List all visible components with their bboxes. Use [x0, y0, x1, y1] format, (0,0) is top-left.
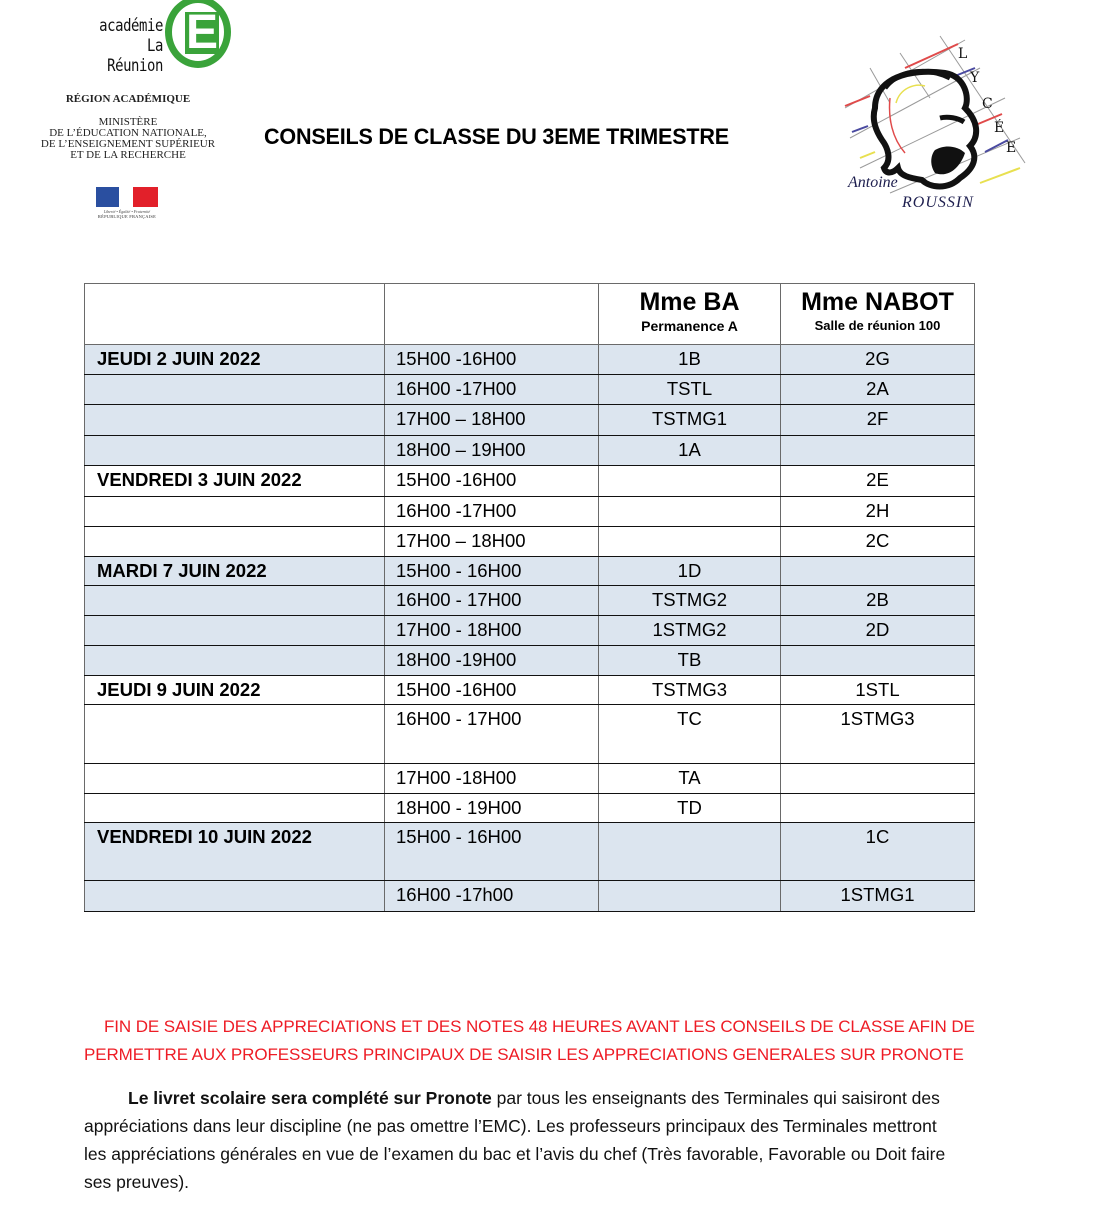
- ba-class-cell: [599, 646, 781, 676]
- nabot-class-cell: [781, 823, 975, 881]
- table-row: [85, 646, 975, 676]
- ba-class-cell: [599, 466, 781, 497]
- ba-class-cell: [599, 405, 781, 436]
- academie-line2: La Réunion: [107, 36, 163, 76]
- nabot-class-cell: [781, 646, 975, 676]
- day-cell: [85, 705, 385, 764]
- header-time-cell: [385, 284, 599, 345]
- day-cell-text: [85, 586, 384, 587]
- ba-class-cell-text: TSTMG1: [651, 408, 728, 429]
- notice-line2: PERMETTRE AUX PROFESSEURS PRINCIPAUX DE SAISIR LES APPRECIATIONS GENERALES SUR PRONOTE: [84, 1045, 964, 1064]
- paragraph-line2: appréciations dans leur discipline (ne pas omettre l’EMC). Les professeurs principaux des Terminales mettront: [84, 1116, 937, 1136]
- ba-class-cell: [599, 705, 781, 764]
- time-cell-text: 15H00 - 16H00: [396, 560, 522, 581]
- day-cell-text: [85, 527, 384, 528]
- ba-class-cell-text: [599, 466, 780, 467]
- nabot-class-cell: [781, 616, 975, 646]
- day-cell: [85, 646, 385, 676]
- time-cell-text: 16H00 -17H00: [396, 378, 517, 399]
- time-cell: [385, 527, 599, 557]
- table-row: [85, 823, 975, 881]
- time-cell-text: 15H00 -16H00: [396, 348, 517, 369]
- time-cell: [385, 436, 599, 466]
- lycee-letter: É: [994, 120, 1005, 136]
- ba-class-cell-text: TSTMG2: [651, 589, 728, 610]
- day-cell-text: [85, 375, 384, 376]
- livret-paragraph: [84, 1084, 1059, 1196]
- header-teacher-ba: [599, 284, 781, 345]
- nabot-class-cell: [781, 527, 975, 557]
- time-cell: [385, 345, 599, 375]
- day-cell-text: [85, 646, 384, 647]
- time-cell-text: 17H00 – 18H00: [396, 408, 526, 429]
- paragraph-line4: ses preuves).: [84, 1172, 190, 1192]
- day-cell: [85, 881, 385, 912]
- ba-class-cell: [599, 823, 781, 881]
- nabot-class-cell: [781, 881, 975, 912]
- ba-class-cell-text: [599, 823, 780, 824]
- ba-class-cell: [599, 527, 781, 557]
- day-cell-text: [85, 705, 384, 706]
- ba-class-cell: [599, 676, 781, 705]
- time-cell: [385, 705, 599, 764]
- ba-class-cell-text: [599, 527, 780, 528]
- academie-line1: académie: [99, 16, 163, 36]
- ba-class-cell-text: 1B: [678, 348, 701, 369]
- table-row: [85, 345, 975, 375]
- deadline-notice: [84, 1013, 1014, 1069]
- nabot-class-cell: [781, 375, 975, 405]
- time-cell: [385, 646, 599, 676]
- republique-francaise-logo: [96, 187, 158, 219]
- time-cell: [385, 497, 599, 527]
- day-cell: [85, 497, 385, 527]
- lycee-letter: C: [982, 96, 993, 112]
- day-cell-text: [85, 794, 384, 795]
- ba-class-cell: [599, 557, 781, 586]
- nabot-class-cell-text: 1STMG3: [840, 708, 915, 729]
- time-cell-text: 16H00 -17h00: [396, 884, 514, 905]
- time-cell: [385, 764, 599, 794]
- time-cell-text: 16H00 - 17H00: [396, 589, 522, 610]
- ba-class-cell-text: TSTMG3: [651, 679, 728, 700]
- nabot-class-cell-text: 2F: [866, 408, 889, 429]
- notice-line1: FIN DE SAISIE DES APPRECIATIONS ET DES NOTES 48 HEURES AVANT LES CONSEILS DE CLASSE AFIN DE: [104, 1017, 975, 1036]
- teacher-name: Mme NABOT: [801, 288, 954, 316]
- table-header-row: [85, 284, 975, 345]
- paragraph-line1-rest: par tous les enseignants des Terminales qui saisiront des: [491, 1088, 940, 1108]
- nabot-class-cell-text: 2G: [865, 348, 890, 369]
- academie-reunion-logo: [70, 0, 235, 90]
- nabot-class-cell-text: [781, 764, 974, 765]
- nabot-class-cell-text: 1STMG1: [840, 884, 915, 905]
- day-cell: [85, 794, 385, 823]
- day-cell-text: [85, 436, 384, 437]
- ba-class-cell-text: TB: [677, 649, 702, 670]
- nabot-class-cell: [781, 466, 975, 497]
- table-row: [85, 527, 975, 557]
- time-cell-text: 18H00 – 19H00: [396, 439, 526, 460]
- ba-class-cell-text: TSTL: [666, 378, 713, 399]
- devise: Liberté • Égalité • Fraternité: [103, 209, 151, 214]
- ba-class-cell: [599, 616, 781, 646]
- day-cell-text: JEUDI 9 JUIN 2022: [97, 679, 261, 700]
- table-row: [85, 497, 975, 527]
- day-cell-text: VENDREDI 10 JUIN 2022: [97, 826, 312, 847]
- ministere-line: MINISTÈRE: [98, 116, 158, 128]
- nabot-class-cell: [781, 497, 975, 527]
- ba-class-cell-text: TD: [677, 797, 702, 818]
- ba-class-cell-text: 1A: [678, 439, 701, 460]
- time-cell: [385, 586, 599, 616]
- nabot-class-cell-text: [781, 646, 974, 647]
- nabot-class-cell: [781, 557, 975, 586]
- table-row: [85, 794, 975, 823]
- time-cell: [385, 676, 599, 705]
- day-cell-text: [85, 881, 384, 882]
- nabot-class-cell-text: [781, 557, 974, 558]
- table-row: [85, 466, 975, 497]
- ba-class-cell: [599, 794, 781, 823]
- ministere-block: [0, 117, 256, 161]
- lycee-antoine-roussin-logo: [830, 28, 1030, 218]
- nabot-class-cell-text: 2D: [865, 619, 890, 640]
- ba-class-cell: [599, 497, 781, 527]
- ba-class-cell: [599, 436, 781, 466]
- ba-class-cell-text: TA: [678, 767, 701, 788]
- ba-class-cell: [599, 764, 781, 794]
- time-cell-text: 16H00 - 17H00: [396, 708, 522, 729]
- lycee-letter: E: [1006, 140, 1017, 156]
- nabot-class-cell-text: 2H: [865, 500, 890, 521]
- nabot-class-cell: [781, 436, 975, 466]
- day-cell-text: MARDI 7 JUIN 2022: [97, 560, 267, 581]
- day-cell: [85, 436, 385, 466]
- teacher-room: Permanence A: [641, 318, 738, 334]
- time-cell-text: 17H00 – 18H00: [396, 530, 526, 551]
- ba-class-cell: [599, 345, 781, 375]
- header-teacher-nabot: [781, 284, 975, 345]
- day-cell: [85, 405, 385, 436]
- day-cell: [85, 823, 385, 881]
- time-cell-text: 15H00 -16H00: [396, 679, 517, 700]
- table-row: [85, 436, 975, 466]
- day-cell: [85, 764, 385, 794]
- day-cell-text: [85, 616, 384, 617]
- time-cell: [385, 466, 599, 497]
- ba-class-cell: [599, 586, 781, 616]
- republique-label: RÉPUBLIQUE FRANÇAISE: [97, 214, 157, 219]
- french-flag-icon: [96, 187, 158, 207]
- nabot-class-cell: [781, 345, 975, 375]
- nabot-class-cell: [781, 405, 975, 436]
- lycee-letter: L: [958, 46, 968, 62]
- time-cell: [385, 823, 599, 881]
- header-day-cell: [85, 284, 385, 345]
- time-cell-text: 15H00 -16H00: [396, 469, 517, 490]
- day-cell-text: [85, 497, 384, 498]
- lycee-letter: Y: [970, 70, 980, 86]
- nabot-class-cell-text: 2A: [866, 378, 889, 399]
- ministere-line: DE L’ÉDUCATION NATIONALE,: [49, 127, 207, 139]
- time-cell-text: 15H00 - 16H00: [396, 826, 522, 847]
- time-cell: [385, 794, 599, 823]
- table-row: [85, 764, 975, 794]
- day-cell: [85, 676, 385, 705]
- lycee-name-first: Antoine: [848, 174, 898, 191]
- nabot-class-cell: [781, 764, 975, 794]
- time-cell-text: 17H00 -18H00: [396, 767, 517, 788]
- table-row: [85, 881, 975, 912]
- notice-line: [84, 1013, 1014, 1041]
- day-cell: [85, 345, 385, 375]
- time-cell: [385, 616, 599, 646]
- ba-class-cell-text: 1STMG2: [652, 619, 727, 640]
- day-cell: [85, 557, 385, 586]
- day-cell-text: VENDREDI 3 JUIN 2022: [97, 469, 302, 490]
- ba-class-cell-text: 1D: [677, 560, 702, 581]
- teacher-name: Mme BA: [639, 288, 740, 316]
- nabot-class-cell: [781, 586, 975, 616]
- ba-class-cell-text: [599, 497, 780, 498]
- table-row: [85, 616, 975, 646]
- table-row: [85, 705, 975, 764]
- teacher-room: Salle de réunion 100: [814, 318, 941, 333]
- nabot-class-cell: [781, 676, 975, 705]
- table-row: [85, 405, 975, 436]
- time-cell: [385, 557, 599, 586]
- paragraph-line3: les appréciations générales en vue de l’examen du bac et l’avis du chef (Très favorable, Favorable ou Doit faire: [84, 1144, 946, 1164]
- nabot-class-cell: [781, 794, 975, 823]
- lycee-name-last: ROUSSIN: [902, 194, 974, 211]
- ba-class-cell-text: TC: [677, 708, 702, 729]
- time-cell-text: 18H00 - 19H00: [396, 797, 522, 818]
- time-cell-text: 17H00 - 18H00: [396, 619, 522, 640]
- day-cell: [85, 616, 385, 646]
- nabot-class-cell-text: 1STL: [855, 679, 900, 700]
- paragraph-bold-lead: Le livret scolaire sera complété sur Pronote: [128, 1088, 492, 1108]
- ba-class-cell: [599, 375, 781, 405]
- day-cell: [85, 375, 385, 405]
- time-cell-text: 16H00 -17H00: [396, 500, 517, 521]
- table-row: [85, 557, 975, 586]
- time-cell: [385, 881, 599, 912]
- day-cell: [85, 466, 385, 497]
- time-cell-text: 18H00 -19H00: [396, 649, 517, 670]
- table-row: [85, 586, 975, 616]
- day-cell-text: [85, 405, 384, 406]
- region-academique: RÉGION ACADÉMIQUE: [65, 93, 191, 105]
- day-cell-text: [85, 764, 384, 765]
- nabot-class-cell: [781, 705, 975, 764]
- time-cell: [385, 375, 599, 405]
- table-row: [85, 375, 975, 405]
- nabot-class-cell-text: 2C: [865, 530, 890, 551]
- ba-class-cell: [599, 881, 781, 912]
- ministere-line: DE L’ENSEIGNEMENT SUPÉRIEUR: [40, 138, 216, 150]
- time-cell: [385, 405, 599, 436]
- academie-wordmark: [87, 16, 163, 76]
- page-title: CONSEILS DE CLASSE DU 3EME TRIMESTRE: [264, 124, 729, 149]
- day-cell: [85, 527, 385, 557]
- nabot-class-cell-text: 2B: [866, 589, 889, 610]
- academie-e-mark: E: [185, 6, 218, 59]
- ministere-line: ET DE LA RECHERCHE: [70, 149, 186, 161]
- day-cell-text: JEUDI 2 JUIN 2022: [97, 348, 261, 369]
- nabot-class-cell-text: 1C: [865, 826, 890, 847]
- schedule-table: [84, 283, 975, 912]
- table-row: [85, 676, 975, 705]
- day-cell: [85, 586, 385, 616]
- nabot-class-cell-text: 2E: [866, 469, 889, 490]
- ba-class-cell-text: [599, 881, 780, 882]
- nabot-class-cell-text: [781, 436, 974, 437]
- nabot-class-cell-text: [781, 794, 974, 795]
